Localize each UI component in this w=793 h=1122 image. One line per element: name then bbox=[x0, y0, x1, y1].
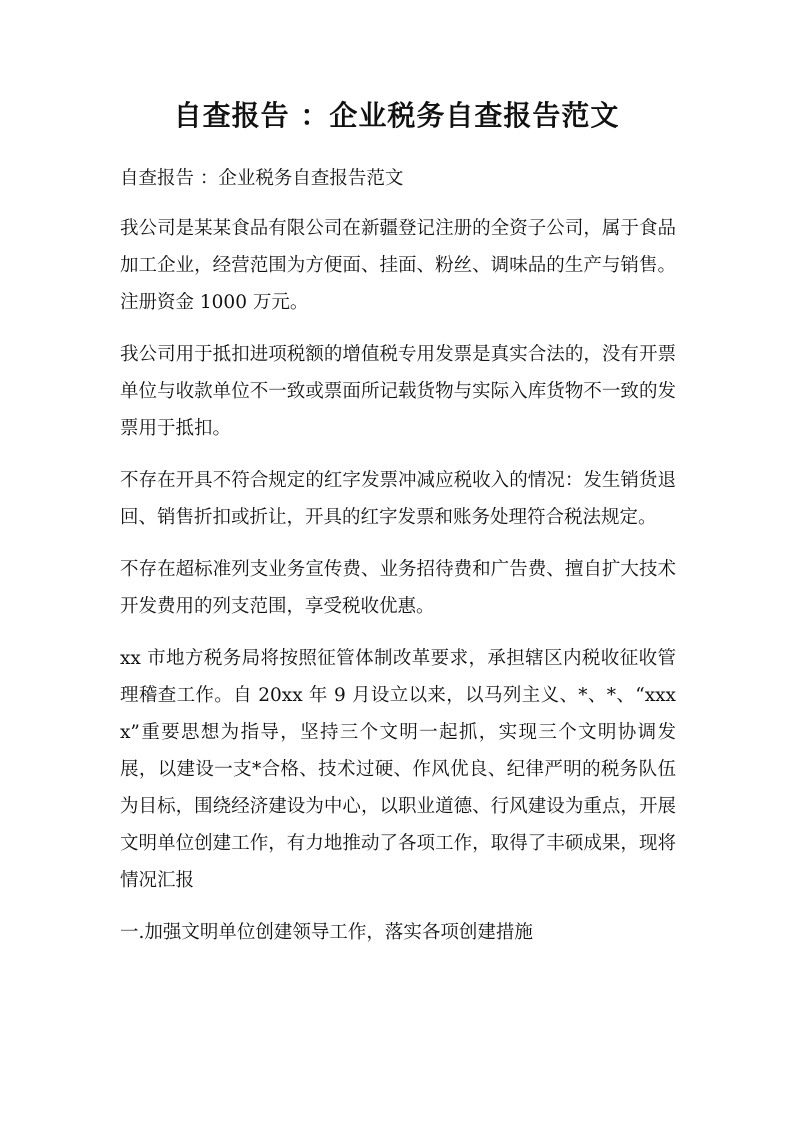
section-heading-one: 一.加强文明单位创建领导工作，落实各项创建措施 bbox=[120, 922, 533, 943]
paragraph-expense-limits: 不存在超标准列支业务宣传费、业务招待费和广告费、擅自扩大技术开发费用的列支范围，享受税收优惠。 bbox=[120, 559, 676, 617]
document-body bbox=[120, 160, 676, 966]
paragraph-vat-invoices: 我公司用于抵扣进项税额的增值税专用发票是真实合法的，没有开票单位与收款单位不一致或票面所记载货物与实际入库货物不一致的发票用于抵扣。 bbox=[120, 344, 676, 439]
paragraph-red-invoices: 不存在开具不符合规定的红字发票冲减应税收入的情况：发生销货退回、销售折扣或折让，开具的红字发票和账务处理符合税法规定。 bbox=[120, 470, 676, 528]
paragraph-company-profile: 我公司是某某食品有限公司在新疆登记注册的全资子公司，属于食品加工企业，经营范围为方便面、挂面、粉丝、调味品的生产与销售。注册资金 1000 万元。 bbox=[120, 218, 676, 313]
document-subtitle: 自查报告 ：企业税务自查报告范文 bbox=[120, 168, 404, 189]
document-title: 自查报告 ：企业税务自查报告范文 bbox=[173, 99, 620, 132]
paragraph-tax-bureau: xx 市地方税务局将按照征管体制改革要求，承担辖区内税收征收管理稽查工作。自 20xx 年 9 月设立以来，以马列主义、*、*、“xxxx”重要思想为指导，坚持三个文明一起抓，实现三个文明协调发展，以建设一支*合格、技术过硬、作风优良、纪律严明的税务队伍为目标，围绕经济建设为中心，以职业道德、行风建设为重点，开展文明单位创建工作，有力地推动了各项工作，取得了丰硕成果，现将情况汇报 bbox=[120, 648, 676, 891]
